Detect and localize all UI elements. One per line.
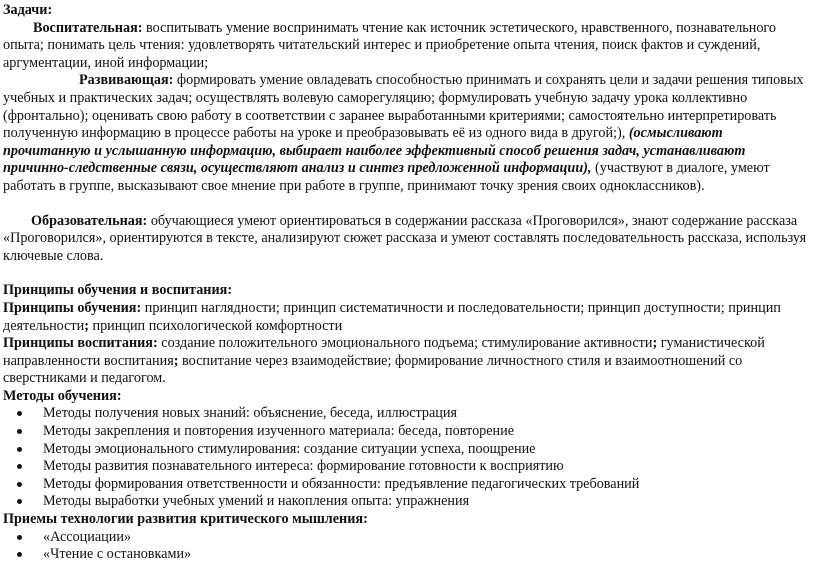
principles-upbringing: Принципы воспитания: создание положительного эмоционального подъема; стимулирование активности; гуманистической направленности воспитания; воспитание через взаимодействие; формирование личностного стиля и взаимоотношений со сверстниками и педагогом. [3,335,765,387]
list-item: Методы формирования ответственности и обязанности: предъявление педагогических требований [3,476,811,494]
educational-task [3,20,811,73]
techniques-list [3,529,811,564]
developmental-text-italic: (осмысливают прочитанную и услышанную информацию, выбирает наиболее эффективный способ решения задач, устанавливают причинно-следственные связи, осуществляют анализ и синтез предложенной информации), [3,125,746,177]
principles-upbringing-text-1: создание положительного эмоционального подъема; стимулирование активности [157,335,653,352]
list-item: Методы развития познавательного интереса: формирование готовности к восприятию [3,458,811,476]
spacer [3,265,811,282]
developmental-label: Развивающая: [79,72,174,89]
list-item: «Чтение с остановками» [3,546,811,564]
list-item: «Ассоциации» [3,529,811,547]
principles-upbringing-text-3: воспитание через взаимодействие; формирование личностного стиля и взаимоотношений со сверстниками и педагогом. [3,352,743,387]
bullet-icon [17,411,22,416]
principles-heading: Принципы обучения и воспитания: [3,282,233,299]
bullet-icon [17,464,22,469]
spacer [3,196,811,213]
educational-label: Воспитательная: [33,19,143,36]
techniques-heading: Приемы технологии развития критического мышления: [3,511,368,528]
formative-text: обучающиеся умеют ориентироваться в содержании рассказа «Проговорился», знают содержание рассказа «Проговорился», ориентируются в тексте, анализируют сюжет рассказа и умеют составлять последовательность рассказа, используя ключевые слова. [3,212,807,264]
bullet-icon [17,499,22,504]
bullet-icon [17,535,22,540]
principles-upbringing-text-2: гуманистической направленности воспитания [3,335,765,369]
educational-text: воспитывать умение воспринимать чтение как источник эстетического, нравственного, познавательного опыта; понимать цель чтения: удовлетворять читательский интерес и приобретение опыта чтения, поиск фактов и суждений, аргументации, иной информации; [3,19,776,71]
formative-task [3,213,811,266]
developmental-text-2: (участвуют в диалоге, умеют работать в группе, высказывают свое мнение при работе в группе, принимают точку зрения своих одноклассников). [3,160,770,194]
principles-learning-text-2: принцип психологической комфортности [88,317,343,334]
tasks-heading: Задачи: [3,2,53,18]
formative-label: Образовательная: [31,212,148,229]
methods-heading: Методы обучения: [3,387,122,404]
developmental-text-1: формировать умение овладевать способностью принимать и сохранять цели и задачи решения типовых учебных и практических задач; осуществлять волевую саморегуляцию; формулировать учебную задачу урока коллективно (фронтально); оценивать свою работу в соответствии с заранее выработанными критериями; самостоятельно интерпретировать полученную информацию в процессе работы на уроке и преобразовывать её из одного вида в другой;), [3,72,804,142]
principles-learning-text-1: принцип наглядности; принцип систематичности и последовательности; принцип доступности; принцип деятельности [3,299,781,334]
bullet-icon [17,552,22,557]
list-item: Методы закрепления и повторения изученного материала: беседа, повторение [3,423,811,441]
methods-list [3,405,811,511]
principles-upbringing-label: Принципы воспитания: [3,335,158,352]
list-item: Методы эмоционального стимулирования: создание ситуации успеха, поощрение [3,441,811,459]
list-item: Методы получения новых знаний: объяснение, беседа, иллюстрация [3,405,811,423]
principles-learning-label: Принципы обучения: [3,299,142,316]
principles-learning: Принципы обучения: принцип наглядности; принцип систематичности и последовательности; принцип доступности; принцип деятельности; принцип психологической комфортности [3,299,781,334]
list-item: Методы выработки учебных умений и накопления опыта: упражнения [3,493,811,511]
bullet-icon [17,429,22,434]
bullet-icon [17,482,22,487]
developmental-task [3,72,811,195]
bullet-icon [17,447,22,452]
